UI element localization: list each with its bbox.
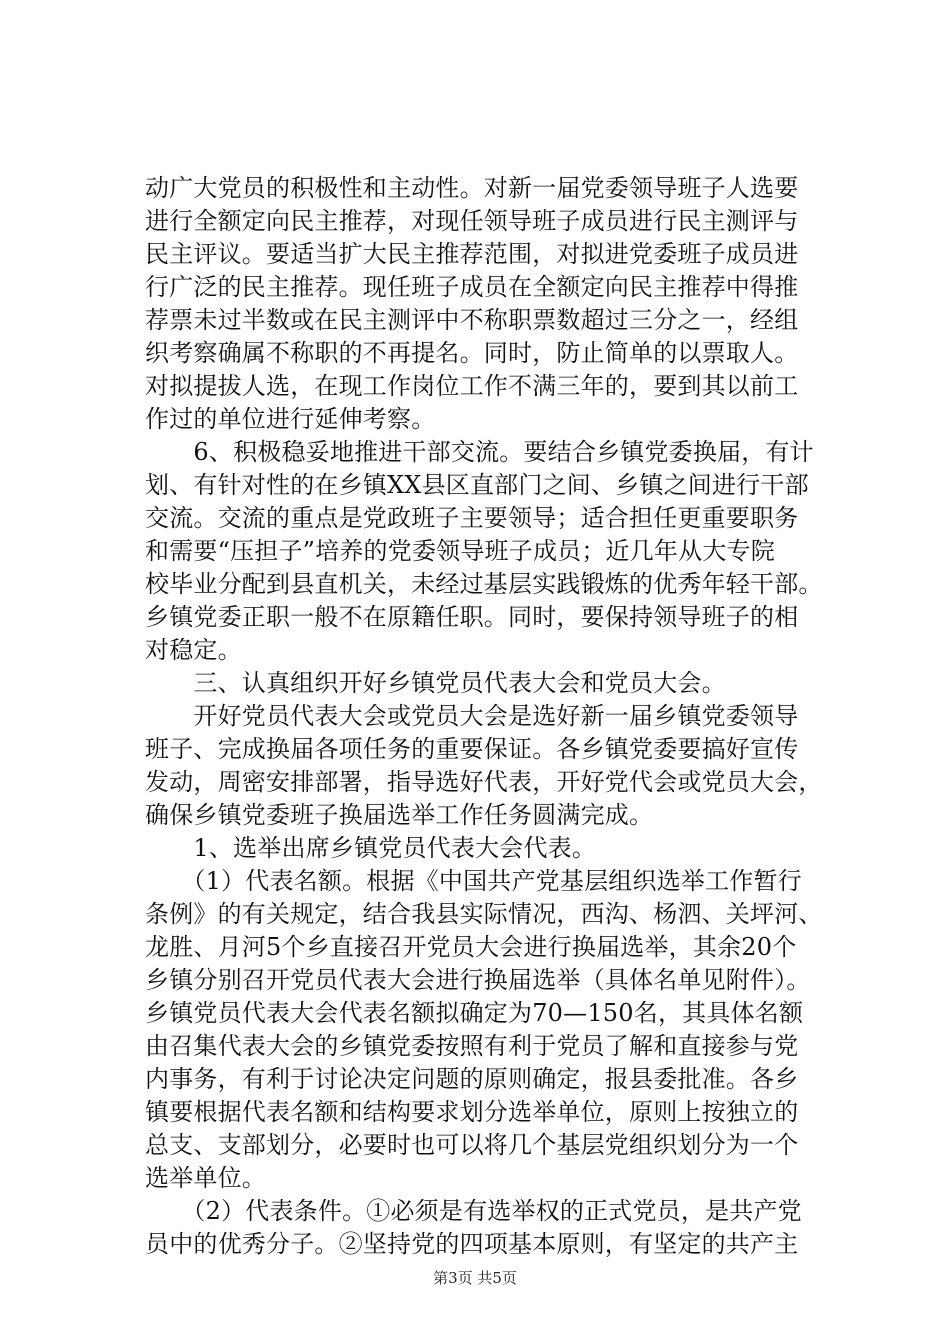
text-line: 6、积极稳妥地推进干部交流。要结合乡镇党委换届，有计 [145,438,814,466]
text-line: 龙胜、月河5个乡直接召开党员大会进行换届选举，其余20个 [145,933,797,961]
text-line: 动广大党员的积极性和主动性。对新一届党委领导班子人选要 [145,174,799,202]
text-line: 乡镇党委正职一般不在原籍任职。同时，要保持领导班子的相 [145,603,799,631]
text-line: 选举单位。 [145,1164,266,1192]
text-line: 确保乡镇党委班子换届选举工作任务圆满完成。 [145,801,654,829]
text-line: 内事务，有利于讨论决定问题的原则确定，报县委批准。各乡 [145,1065,799,1093]
text-line: 和需要“压担子”培养的党委领导班子成员；近几年从大专院 [145,537,775,565]
text-line: 划、有针对性的在乡镇XX县区直部门之间、乡镇之间进行干部 [145,471,809,499]
text-line: 员中的优秀分子。②坚持党的四项基本原则，有坚定的共产主 [145,1230,799,1258]
body-text [145,172,823,1261]
text-line: 班子、完成换届各项任务的重要保证。各乡镇党委要搞好宣传 [145,735,799,763]
text-line: 进行全额定向民主推荐，对现任领导班子成员进行民主测评与 [145,207,799,235]
text-line: 总支、支部划分，必要时也可以将几个基层党组织划分为一个 [145,1131,799,1159]
text-line: 乡镇党员代表大会代表名额拟确定为70—150名，其具体名额 [145,999,804,1027]
text-line: 作过的单位进行延伸考察。 [145,405,436,433]
section-heading: 三、认真组织开好乡镇党员代表大会和党员大会。 [145,669,726,697]
text-line: 乡镇分别召开党员代表大会进行换届选举（具体名单见附件）。 [145,966,811,994]
page-footer [0,1268,950,1288]
text-line: 交流。交流的重点是党政班子主要领导；适合担任更重要职务 [145,504,799,532]
text-line: （2）代表条件。①必须是有选举权的正式党员，是共产党 [145,1197,802,1225]
text-line: 发动，周密安排部署，指导选好代表，开好党代会或党员大会， [145,768,823,796]
text-line: 开好党员代表大会或党员大会是选好新一届乡镇党委领导 [145,702,799,730]
text-line: 由召集代表大会的乡镇党委按照有利于党员了解和直接参与党 [145,1032,799,1060]
subsection-heading: 1、选举出席乡镇党员代表大会代表。 [145,834,597,862]
text-line: 条例》的有关规定，结合我县实际情况，西沟、杨泗、关坪河、 [145,900,823,928]
page-number: 第3页 共5页 [433,1269,517,1287]
text-line: 行广泛的民主推荐。现任班子成员在全额定向民主推荐中得推 [145,273,799,301]
text-line: 校毕业分配到县直机关，未经过基层实践锻炼的优秀年轻干部。 [145,570,823,598]
text-line: 民主评议。要适当扩大民主推荐范围，对拟进党委班子成员进 [145,240,799,268]
text-line: 对稳定。 [145,636,242,664]
text-line: 荐票未过半数或在民主测评中不称职票数超过三分之一，经组 [145,306,799,334]
text-line: 对拟提拔人选，在现工作岗位工作不满三年的，要到其以前工 [145,372,799,400]
text-line: （1）代表名额。根据《中国共产党基层组织选举工作暂行 [145,867,802,895]
text-line: 织考察确属不称职的不再提名。同时，防止简单的以票取人。 [145,339,799,367]
text-line: 镇要根据代表名额和结构要求划分选举单位，原则上按独立的 [145,1098,799,1126]
